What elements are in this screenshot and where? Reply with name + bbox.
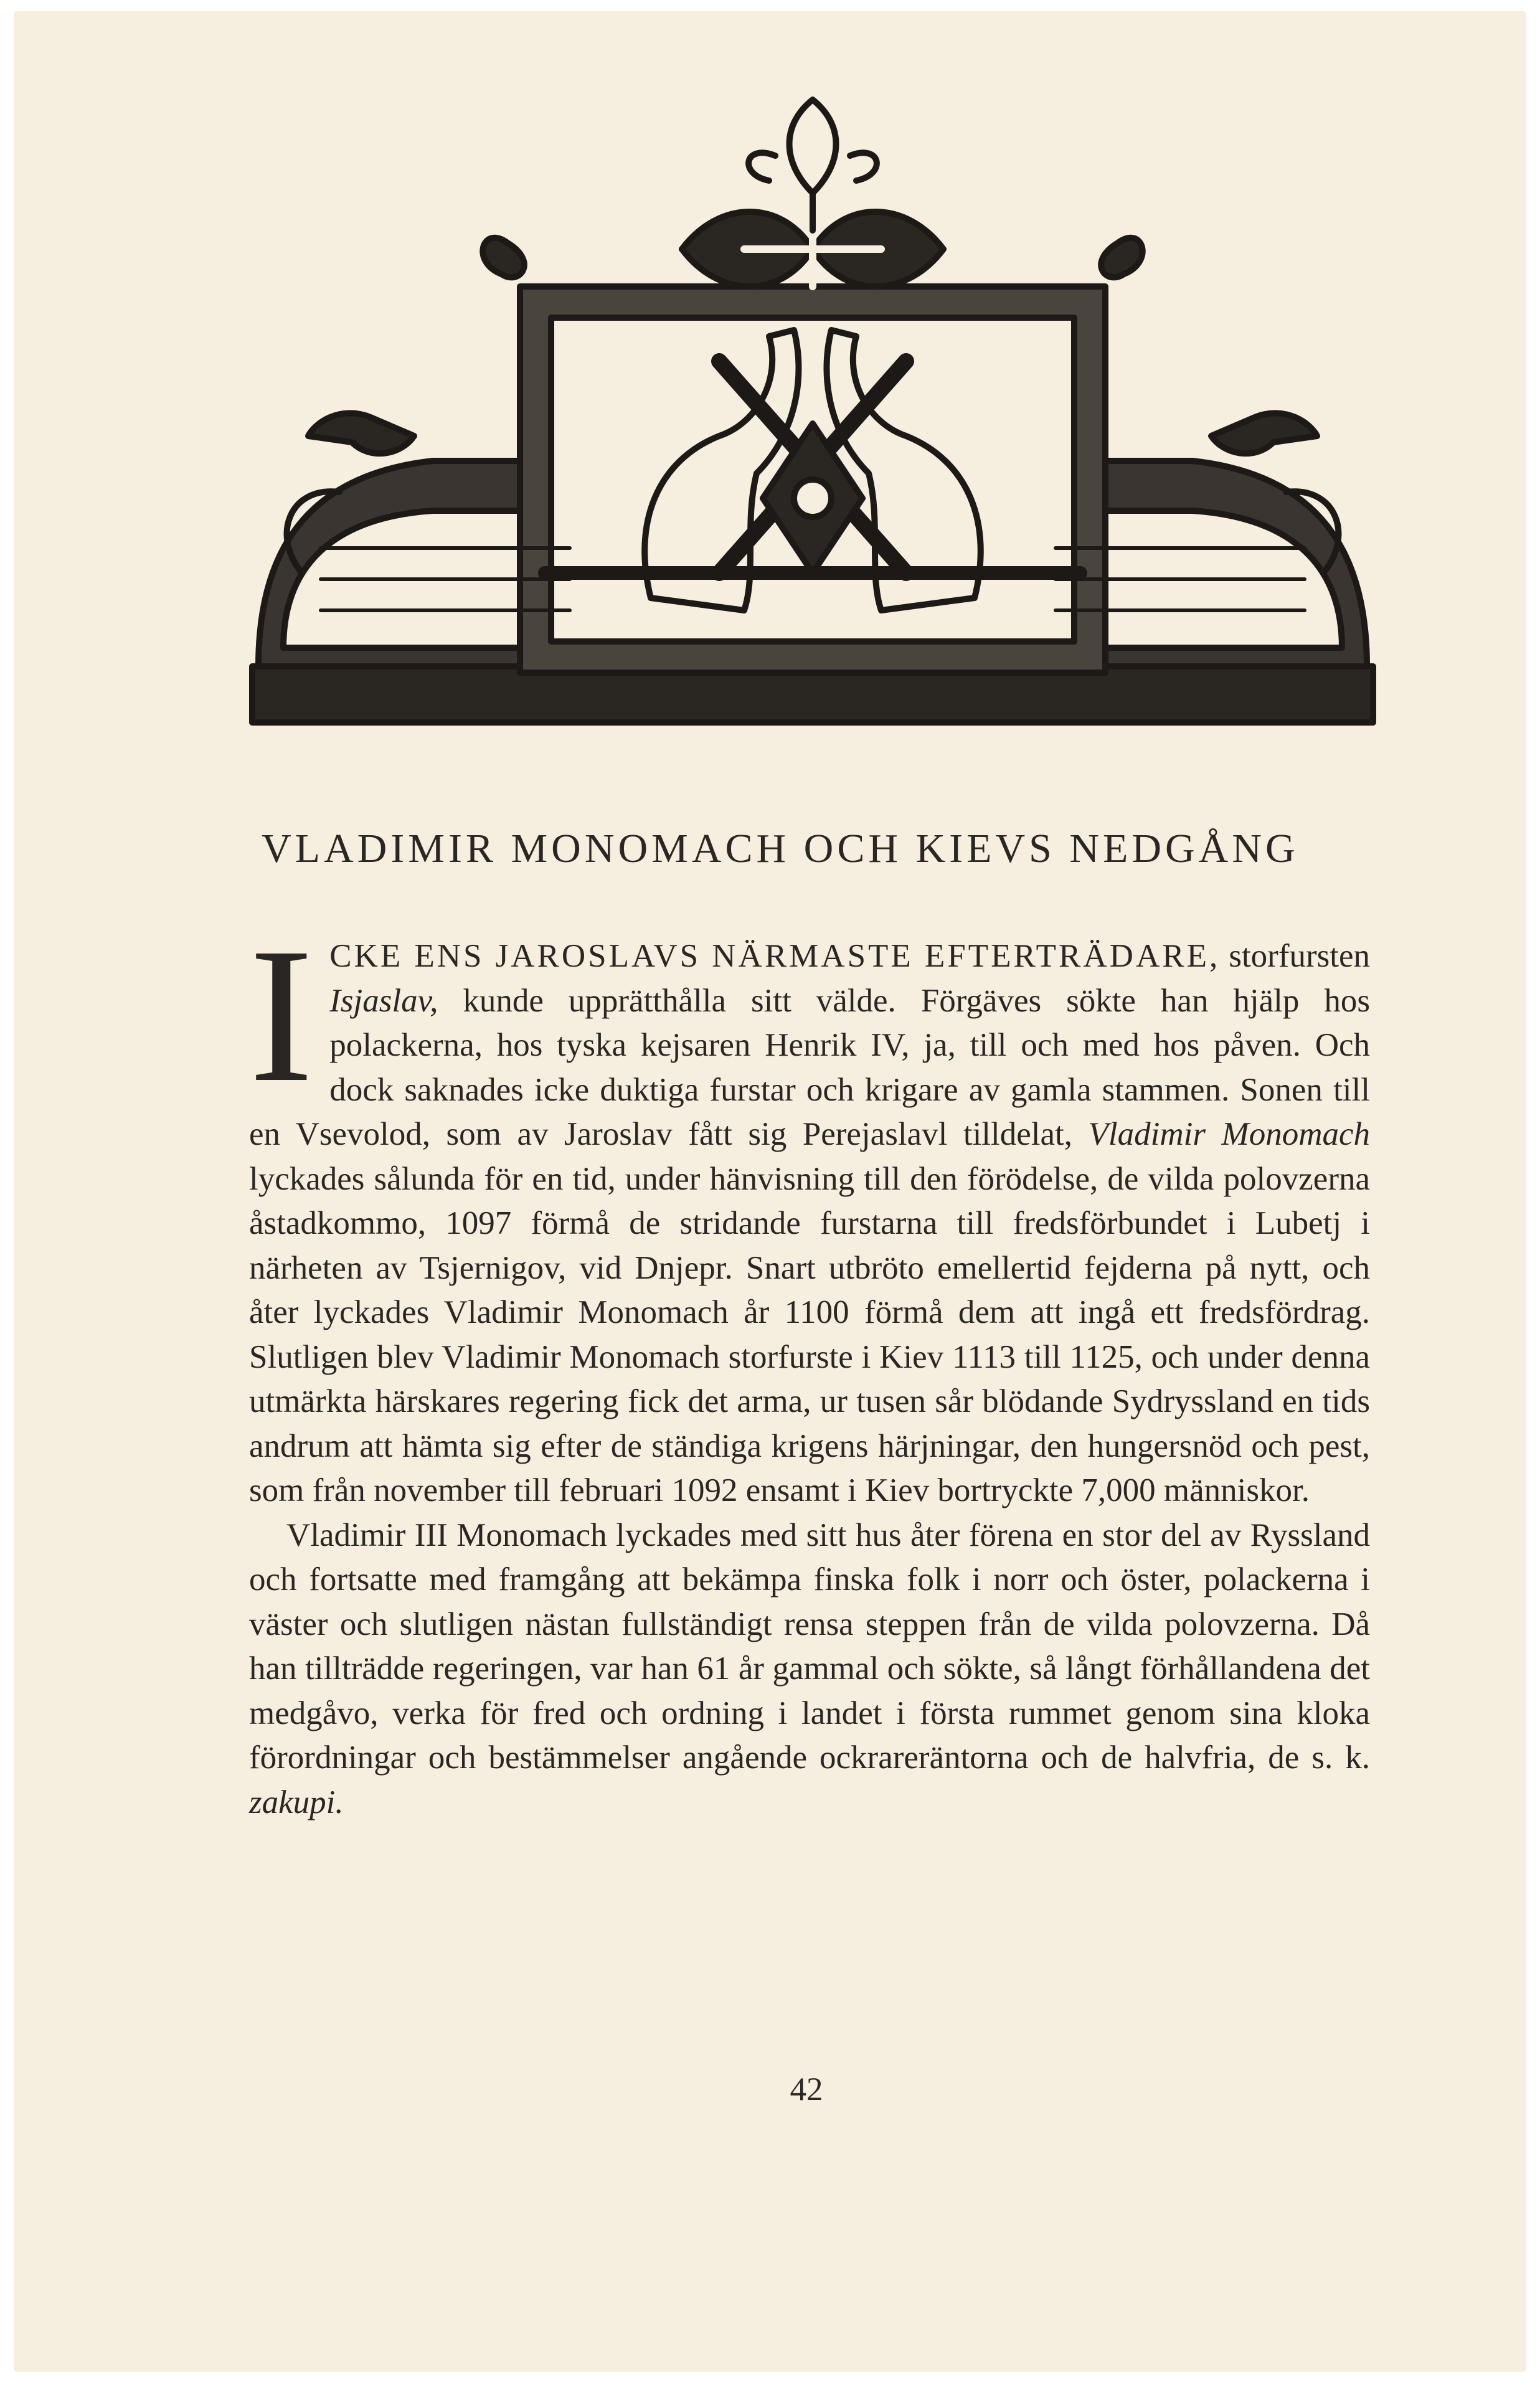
text-run: storfursten: [1220, 938, 1370, 974]
italic-name: Isjaslav,: [329, 982, 438, 1019]
paragraph: [249, 1513, 1370, 1825]
text-run: Vladimir III Monomach lyckades med sitt hus åter förena en stor del av Ryssland och fortsatte med framgång att bekämpa finska folk i norr och öster, polackerna i väster och slutligen nästan fullständigt rensa steppen från de vilda polovzerna. Då han tillträdde regeringen, var han 61 år gammal och sökte, så långt förhållandena det medgåvo, verka för fred och ordning i landet i första rummet genom sina kloka förordningar och bestämmelser angående ockrareräntorna och de halvfria, de s. k.: [249, 1517, 1370, 1776]
paragraph: [249, 909, 1370, 1513]
text-run: lyckades sålunda för en tid, under hänvisning till den förödelse, de vilda polovzerna åstadkommo, 1097 förmå de stridande furstarna till fredsförbundet i Lubetj i närheten av Tsjernigov, vid Dnjepr. Snart utbröto emellertid fejderna på nytt, och åter lyckades Vladimir Monomach år 1100 förmå dem att ingå ett fredsfördrag. Slutligen blev Vladimir Monomach storfurste i Kiev 1113 till 1125, och under denna utmärkta härskares regering fick det arma, ur tusen sår blödande Sydryssland en tids andrum att hämta sig efter de ständiga krigens härjningar, den hungersnöd och pest, som från november till februari 1092 ensamt i Kiev bortryckte 7,000 människor.: [249, 1160, 1370, 1508]
ornamental-headpiece: [246, 87, 1379, 735]
drop-cap: I: [249, 909, 314, 1122]
italic-term: zakupi.: [249, 1784, 344, 1820]
text-run: kunde upprätthålla sitt välde. Förgäves sökte han hjälp hos polackerna, hos tyska kejsaren Henrik IV, ja, till och med hos påven. Och dock saknades icke duktiga furstar och krigare av gamla stammen. Sonen till en Vsevolod, som av Jaroslav fått sig Perejaslavl tilldelat,: [249, 982, 1370, 1152]
chapter-title: VLADIMIR MONOMACH OCH KIEVS NEDGÅNG: [262, 826, 1299, 871]
page-number: 42: [790, 2071, 823, 2108]
lead-in: CKE ENS JAROSLAVS NÄRMASTE EFTERTRÄDARE,: [329, 938, 1221, 974]
body-text: [249, 909, 1370, 1825]
italic-name: Vladimir Monomach: [1088, 1116, 1370, 1152]
